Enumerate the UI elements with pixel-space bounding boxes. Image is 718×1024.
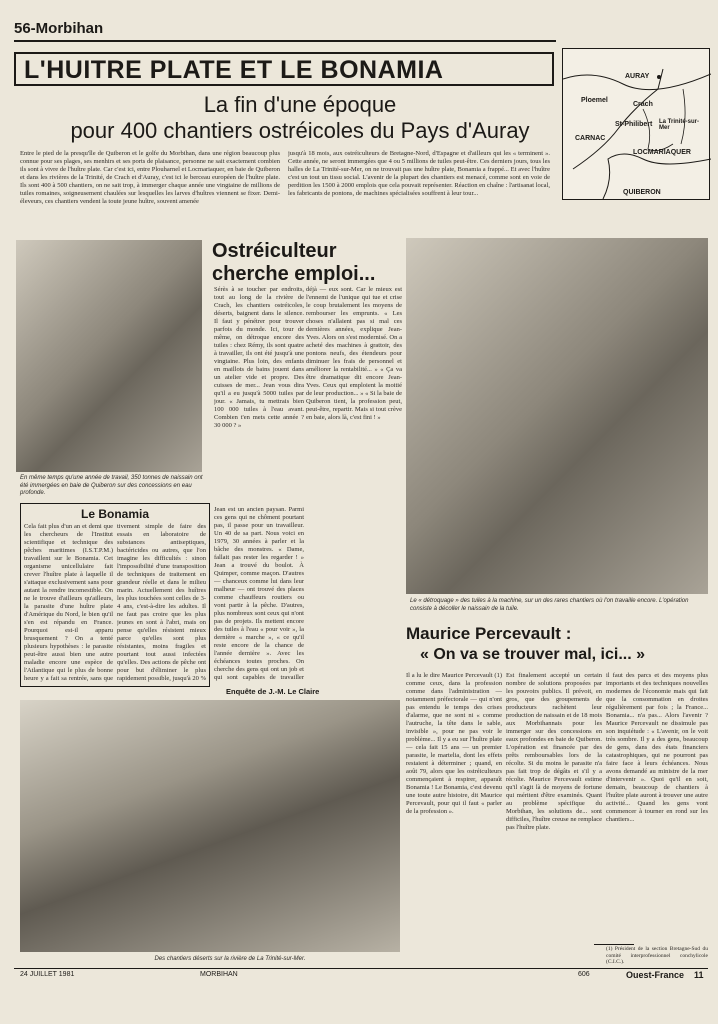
region-map (562, 48, 710, 200)
section-label: 56-Morbihan (14, 20, 104, 37)
map-label-quiberon: QUIBERON (623, 189, 661, 196)
bonamia-col-1: Cela fait plus d'un an et demi que les chercheurs de l'Institut scientifique et technique des pêches maritimes (I.S.T.P.M.) travaillent sur le Bonamia. Cet organisme unicellulaire fait crever l'huître plate à laquelle il s'attaque exclusivement sans pour autant la rendre incomestible. On ne le trouve d'ailleurs qu'ailleurs, la parasite d'une huître plate d'Amérique du Nord, le bien qu'il s'en est répandu en France. Pourquoi est-il apparu brusquement ? On a tenté plusieurs hypothèses : le parasite peut-être aussi bien une autre maladie encore une espèce de l'Atlantique qui le plus de bonne heure y a fait sa rentrée, sans que (24, 523, 113, 682)
caption-photo-3: Des chantiers déserts sur la rivière de La Trinité-sur-Mer. (154, 956, 306, 962)
maurice-quote: « On va se trouver mal, ici... » (420, 646, 645, 663)
map-label-st-philibert: St-Philibert (615, 121, 653, 128)
subhead-line-2: pour 400 chantiers ostréicoles du Pays d'Auray (70, 118, 530, 143)
subheadline (40, 92, 560, 144)
bonamia-sidebar (20, 503, 210, 687)
photo-oyster-workers (16, 240, 202, 472)
map-label-ploemel: Ploemel (581, 97, 608, 104)
bonamia-title: Le Bonamia (80, 507, 149, 521)
footer-date: 24 JUILLET 1981 (20, 971, 75, 978)
map-label-locmariaquer: LOCMARIAQUER (633, 149, 691, 156)
ostr-col-1: Sérès à se toucher par endroits, tout au long de la rivière de Crach, les chantiers ostréicoles, déserts, baignent dans le silence. Il faut y pénétrer pour trouver parfois du monde. Ici, tour de même, on détroque encore des tuiles : chez Rémy, ils sont quatre à travailler, ils ont été jusqu'à une vingtaine. Plus loin, des enfants en maillots de bains jouent dans un atelier vide et propre. Des cuisses de mer... Jean vous dira qu'il a eu jusqu'à 5000 tuiles par jour. « Jamais, tu mettrais bien 100 000 tuiles à l'eau avant. Combien t'en mets cette année ? 30 000 ? » (214, 286, 304, 429)
maurice-col-3: il faut des parcs et des moyens plus importants et des techniques nouvelles modernes de l'économie mais qui fait que la consommation en droites régulièrement par fois ; la France... Bonamia... n'a pas... Alors l'avenir ? Maurice Percevault ne dissimule pas son inquiétude : « L'avenir, on le voit très sombre. Il y a des gens, beaucoup de gens, dans des états financiers catastrophiques, qui ne pourront pas faire face à leurs échéances. Nous avons demandé au ministre de la mer d'intervenir ». Quoi qu'il en soit, demain, beaucoup de chantiers à l'huître plate auront à trouver une autre activité... Quand les gens vont commencer à tourner en rond sur les chantiers... (606, 672, 708, 823)
footer-region: MORBIHAN (200, 971, 238, 978)
article-title-ostreiculteur (212, 240, 402, 286)
map-label-la-trinite: La Trinité-sur-Mer (659, 119, 700, 131)
footnote-rule (594, 944, 634, 945)
ostr-title-line-1: Ostréiculteur (212, 240, 337, 262)
footer-paper: Ouest-France (626, 970, 685, 980)
caption-photo-2: Le « détroquage » des tuiles à la machine, sur un des rares chantiers où l'on travaille encore. L'opération consiste à décoller le naissain de la tuile. (410, 598, 689, 612)
footer-page-number: 11 (694, 970, 704, 980)
map-label-carnac: CARNAC (575, 135, 606, 142)
footer-code: 606 (578, 971, 590, 978)
map-label-auray: AURAY (625, 73, 650, 80)
footer-rule (14, 968, 708, 969)
maurice-col-1: Il a lu le dire Maurice Percevault (1) comme ceux, dans la profession comme dans l'administration — notamment préfectorale — qui n'ont pas entendu le temps des crises d'alarme, que ne sont ni « comme l'autruche, la tête dans le sable, invisible », pour ne pas voir le problème... Il y a eu sur l'huître plate — cela fait 15 ans — un premier parasite, le martelia, dont les effets restaient à déterminer ; quand, en août 79, alors que les ostréiculteurs commençaient à respirer, apparaît Bonamia ! Le Bonamia, c'est devenu une toute autre histoire, dit Maurice Percevault, pour qui il faut « parler de la profession ». (406, 672, 502, 815)
map-label-crach: Crach (633, 101, 653, 108)
bonamia-col-2: tivement simple de faire des essais en laboratoire de substances antiseptiques, bactéricides ou autres, que l'on imagine les difficultés : sinon l'impossibilité d'une transposition de techniques de traitement en grandeur réelle et dans le milieu marin. Actuellement des huîtres les plus touchées sont celles de 3-4 ans, c'est-à-dire les adultes. Il ne faut pas croire que les plus jeunes en sont à l'abri, mais on pense qu'elles résistent mieux parce qu'elles sont plus résistantes, moins fragiles et pourtant tout aussi infectées qu'elles. Des actions de pêche ont pour but d'éliminer le plus rapidement possible, jusqu'à 20 % (117, 523, 206, 682)
maurice-title: Maurice Percevault : (406, 624, 572, 643)
byline: Enquête de J.-M. Le Claire (226, 687, 320, 696)
ostr-col-2: déjà — eux sont. Car le mieux est l'ennemi de l'unique qui tue et crise le coup brutalement les moyens de rembourser les emprunts. « Les choses n'allaient pas si mal ces dernières années, explique Jean-Yves. Alors on s'est modernisé. On a acheté des machines à grattoir, des pontons neufs, des étendeurs pour diminuer les frais de personnel et améliorer la rentabilité... » « Ça va être dramatique dit encore Jean-Yves. Ceux qui emploient la moitié de leur production... » « Si la baie de Quiberon tient, la profession peut, peut-être, repartir. Mais si tout crève en baie, alors là, c'est fini ! » (306, 286, 402, 421)
caption-photo-1: En même temps qu'une année de travail, 350 tonnes de naissain ont été immergées en baie de Quiberon sur des concessions en eau profonde. (20, 475, 203, 496)
intro-col-2: jusqu'à 18 mois, aux ostréiculteurs de Bretagne-Nord, d'Espagne et d'ailleurs qui les « terminent ». Cette année, ne seront immergées que 4 ou 5 millions de tuiles peut-être. Ces derniers jours, tous les halles de La Trinité-sur-Mer, on ne trouvait pas une huître plate, Bonamia a frappé... Et avec l'huître c'est un tout un tissu social. L'avenir de la plupart des chantiers est menacé, comme sont en voie de perdition les 1500 à 2000 emplois que cela pouvait représenter. Réaction en chaîne : l'artisanat local, les fabricants de pontons, de machines spécialisées souffrent à leur tour... (288, 150, 550, 197)
intro-col-1: Entre le pied de la presqu'île de Quiberon et le golfe du Morbihan, dans une région beaucoup plus connue pour ses plages, ses menhirs et ses ports de plaisance, personne ne sait exactement combien ils sont à vivre de l'huître plate. Car c'est ici, entre Plouharnel et Locmariaquer, en baie de Quiberon et dans les rivières de la Trinité, de Crach et d'Auray, c'est ici le berceau européen de l'huître plate. Ils sont 400 à 500 chantiers, on ne sait trop, à immerger chaque année une vingtaine de millions de tuiles romaines, soigneusement chaulées sur lesquelles les larves d'huîtres viennent se fixer. Demi-éleveurs, ces chantiers vendent la toute jeune huître, souvent amenée (20, 150, 280, 205)
ostr-title-line-2: cherche emploi... (212, 263, 376, 285)
photo-deserted-chantiers (20, 700, 400, 952)
header-rule (14, 40, 556, 42)
subhead-line-1: La fin d'une époque (203, 92, 397, 117)
photo-detroquage-machine (406, 238, 708, 594)
ostr-col-3: Jean est un ancien paysan. Parmi ces gens qui ne chôment pourtant pas, il passe pour un travailleur. Un 40 de sa part. Nous voici en 1979, 30 années à parler et la bâche des monstres. « Dame, fallait pas rester les regarder ! » Jean a trouvé du boulot. À Quimper, comme maçon. D'autres — chanceux comme lui dans leur malheur — ont trouvé des places comme chauffeurs routiers ou vont partir à la pêche. D'autres, plus nombreux sont ceux qui n'ont pas de projets. Ils mettent encore des tuiles à l'eau « pour voir », la dernière « marche », « ce qu'il reste encore de la chance de l'année dernière ». Avec les échéances toutes proches. On cherche des gens qui ont un job et qui sont capables de travailler (214, 506, 304, 681)
maurice-col-2: Est finalement accepté un certain nombre de solutions proposées par les pouvoirs publics. Il prévoit, en gros, que des groupements de producteurs rachètent leur production de naissain et de 18 mois aux Morbihannais pour les immerger sur des concessions en eaux profondes en baie de Quiberon. L'opération est financée par des prêts remboursables lors de la récolte. Si du moins le parasite n'a pas fait trop de dégâts et s'il y a récolte. Maurice Percevault estime qu'il s'agit là de moyens de fortune qui méritent d'être examinés. Quant au problème spécifique du Morbihan, les solutions de... sont difficiles, l'huître creuse ne remplace pas l'huître plate. (506, 672, 602, 831)
maurice-footnote: (1) Président de la section Bretagne-Sud du comité interprofessionnel conchylicole (C.I.C.). (606, 946, 708, 965)
headline: L'HUITRE PLATE ET LE BONAMIA (14, 52, 554, 86)
